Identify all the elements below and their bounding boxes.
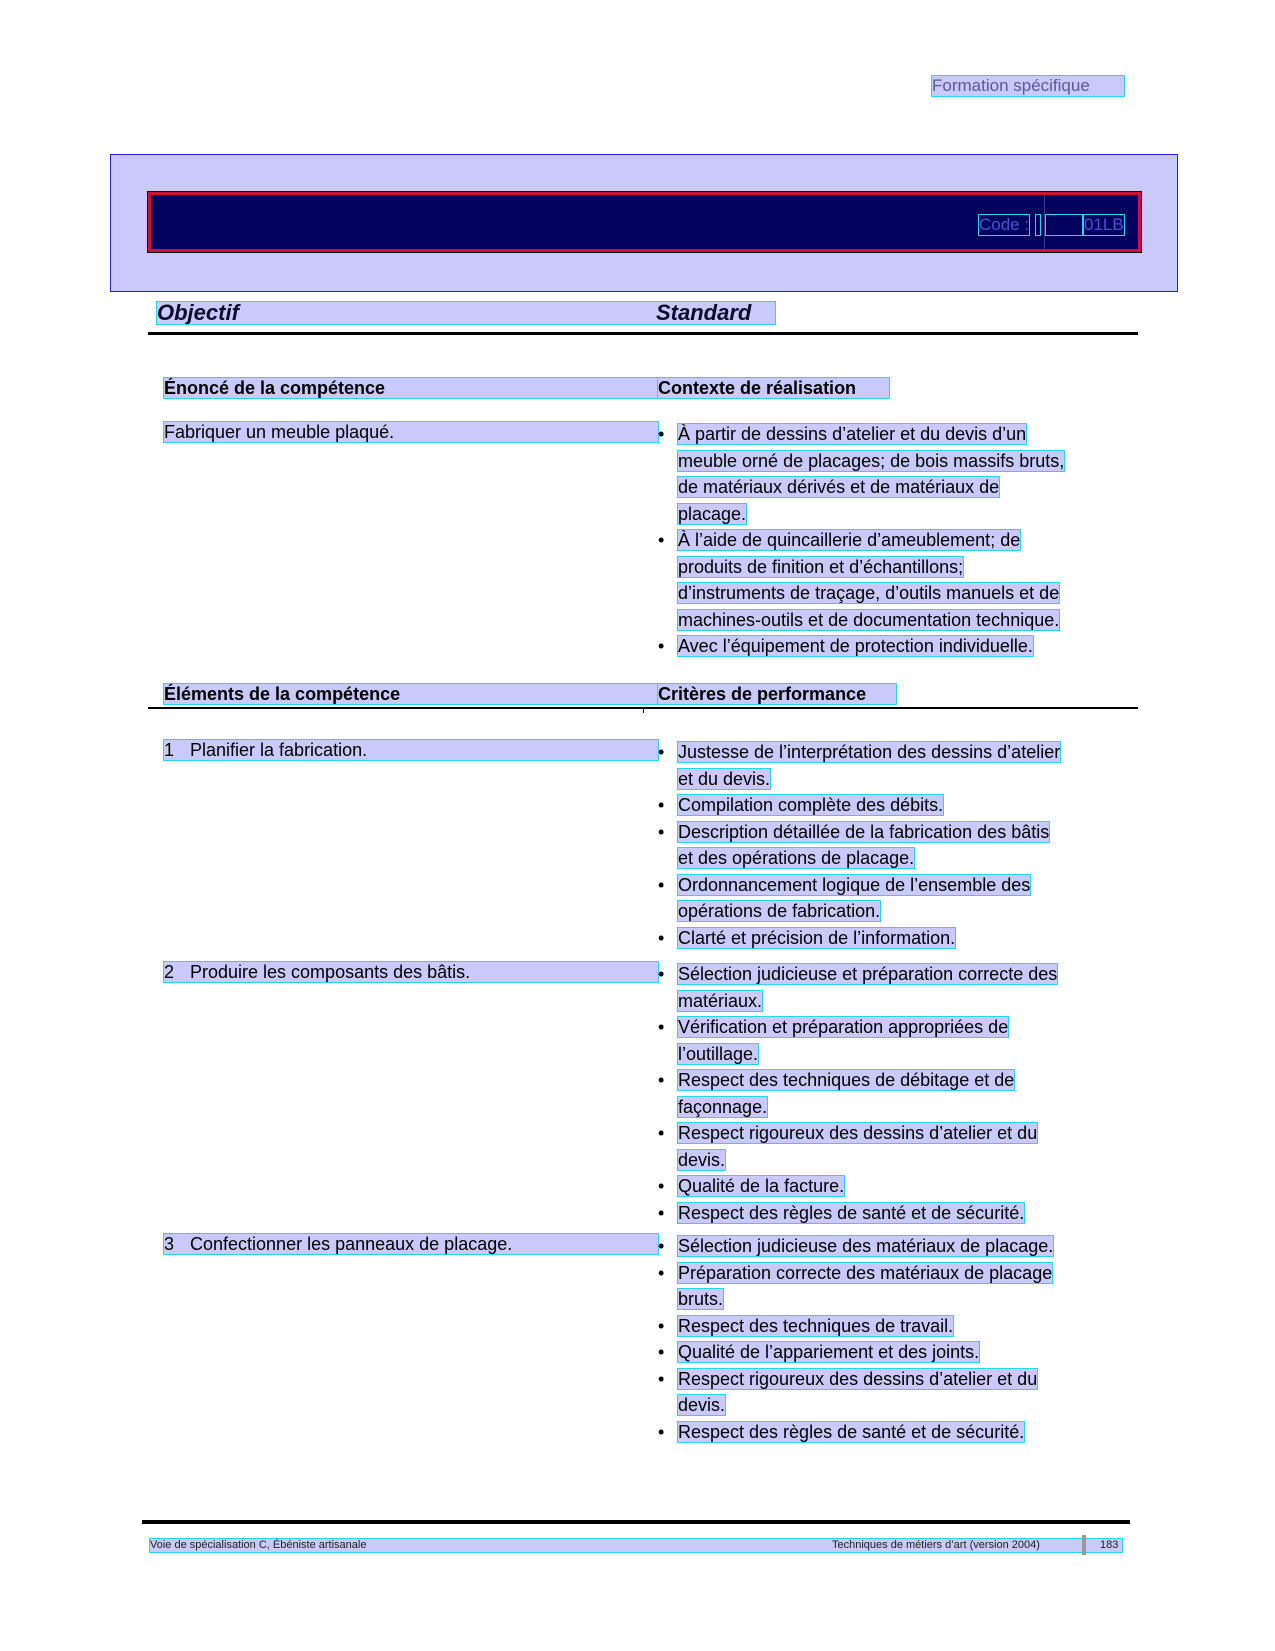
column-titles <box>157 302 775 324</box>
element-number: 2 <box>164 962 175 982</box>
code-separator <box>1036 215 1040 235</box>
criteria-line: Clarté et précision de l’information. <box>678 927 956 948</box>
criteria-list <box>658 740 1060 952</box>
criteria-item <box>658 422 1064 528</box>
section-header: Formation spécifique <box>932 76 1124 96</box>
criteria-line: Respect des règles de santé et de sécurité. <box>678 1202 1025 1223</box>
code-divider <box>1044 195 1045 249</box>
criteria-item <box>658 1261 1053 1314</box>
objectif-title: Objectif <box>157 300 239 325</box>
criteria-item <box>658 1174 1057 1201</box>
element-row <box>164 962 658 982</box>
contexte-heading: Contexte de réalisation <box>658 378 889 398</box>
element-text: Confectionner les panneaux de placage. <box>190 1234 513 1254</box>
element-number: 1 <box>164 740 175 760</box>
criteria-item <box>658 740 1060 793</box>
criteria-line: bruts. <box>678 1289 724 1309</box>
criteria-item <box>658 962 1057 1015</box>
criteria-item <box>658 1201 1057 1228</box>
criteria-line: Vérification et préparation appropriées de <box>678 1017 1009 1037</box>
criteria-line: Sélection judicieuse des matériaux de placage. <box>678 1236 1054 1256</box>
criteria-item <box>658 528 1064 634</box>
element-row <box>164 740 658 760</box>
element-text: Planifier la fabrication. <box>190 740 368 760</box>
criteria-line: machines-outils et de documentation technique. <box>678 609 1060 630</box>
element-number: 3 <box>164 1234 175 1254</box>
criteria-line: Préparation correcte des matériaux de placage <box>678 1262 1053 1283</box>
criteria-line: meuble orné de placages; de bois massifs bruts, <box>678 450 1065 471</box>
criteria-line: Respect des règles de santé et de sécurité. <box>678 1421 1025 1442</box>
criteria-item <box>658 1314 1053 1341</box>
criteria-line: Qualité de la facture. <box>678 1176 845 1196</box>
criteria-item <box>658 820 1060 873</box>
criteria-line: devis. <box>678 1395 726 1415</box>
criteria-line: l’outillage. <box>678 1043 759 1064</box>
criteria-line: Avec l’équipement de protection individuelle. <box>678 636 1033 656</box>
footer-right: Techniques de métiers d’art (version 2004) <box>832 1539 1040 1551</box>
divider <box>148 332 1138 335</box>
criteria-list <box>658 962 1057 1227</box>
element-text: Produire les composants des bâtis. <box>190 962 471 982</box>
competency-banner <box>148 192 1141 252</box>
criteria-item <box>658 1121 1057 1174</box>
criteria-item <box>658 793 1060 820</box>
criteria-item <box>658 634 1064 661</box>
footer <box>150 1539 1122 1552</box>
criteria-line: À l’aide de quincaillerie d’ameublement; de <box>678 530 1021 550</box>
criteria-line: opérations de fabrication. <box>678 901 881 921</box>
criteria-line: Sélection judicieuse et préparation correcte des <box>678 964 1058 984</box>
criteria-item <box>658 1367 1053 1420</box>
elements-heading: Éléments de la compétence <box>164 684 658 704</box>
criteria-line: Qualité de l’appariement et des joints. <box>678 1342 980 1362</box>
footer-left: Voie de spécialisation C, Ébéniste artisanale <box>150 1539 367 1551</box>
criteria-line: produits de finition et d’échantillons; <box>678 556 964 577</box>
criteria-line: Respect rigoureux des dessins d’atelier et du <box>678 1123 1038 1143</box>
criteria-line: devis. <box>678 1149 726 1170</box>
standard-title: Standard <box>656 300 752 325</box>
criteria-item <box>658 1068 1057 1121</box>
criteria-line: Ordonnancement logique de l’ensemble des <box>678 874 1031 895</box>
code-spacer <box>1046 215 1082 235</box>
criteria-item <box>658 926 1060 953</box>
criteria-line: d’instruments de traçage, d’outils manuels et de <box>678 583 1060 603</box>
criteria-item <box>658 873 1060 926</box>
criteria-item <box>658 1420 1053 1447</box>
element-row <box>164 1234 658 1254</box>
enonce-text: Fabriquer un meuble plaqué. <box>164 422 658 442</box>
criteria-line: Compilation complète des débits. <box>678 795 944 815</box>
contexte-list <box>658 422 1064 661</box>
enonce-heading: Énoncé de la compétence <box>164 378 658 398</box>
criteria-line: Description détaillée de la fabrication des bâtis <box>678 821 1050 842</box>
code-value: 01LB <box>1084 215 1124 234</box>
criteria-item <box>658 1340 1053 1367</box>
criteria-line: Justesse de l’interprétation des dessins d’atelier <box>678 742 1061 762</box>
column-divider <box>643 707 644 713</box>
criteres-heading: Critères de performance <box>658 684 896 704</box>
footer-rule <box>142 1520 1130 1524</box>
criteria-line: Respect des techniques de travail. <box>678 1315 954 1336</box>
criteria-line: façonnage. <box>678 1096 768 1117</box>
criteria-line: Respect des techniques de débitage et de <box>678 1070 1015 1090</box>
criteria-item <box>658 1015 1057 1068</box>
criteria-line: et du devis. <box>678 768 771 789</box>
criteria-line: À partir de dessins d’atelier et du devis d’un <box>678 424 1027 444</box>
criteria-item <box>658 1234 1053 1261</box>
criteria-line: matériaux. <box>678 990 763 1011</box>
criteria-line: de matériaux dérivés et de matériaux de <box>678 477 1000 497</box>
criteria-line: Respect rigoureux des dessins d’atelier et du <box>678 1368 1038 1389</box>
page-number: 183 <box>1100 1539 1119 1551</box>
criteria-line: et des opérations de placage. <box>678 848 915 868</box>
code-label: Code : <box>979 215 1030 234</box>
criteria-line: placage. <box>678 503 747 524</box>
footer-separator <box>1082 1535 1086 1555</box>
criteria-list <box>658 1234 1053 1446</box>
